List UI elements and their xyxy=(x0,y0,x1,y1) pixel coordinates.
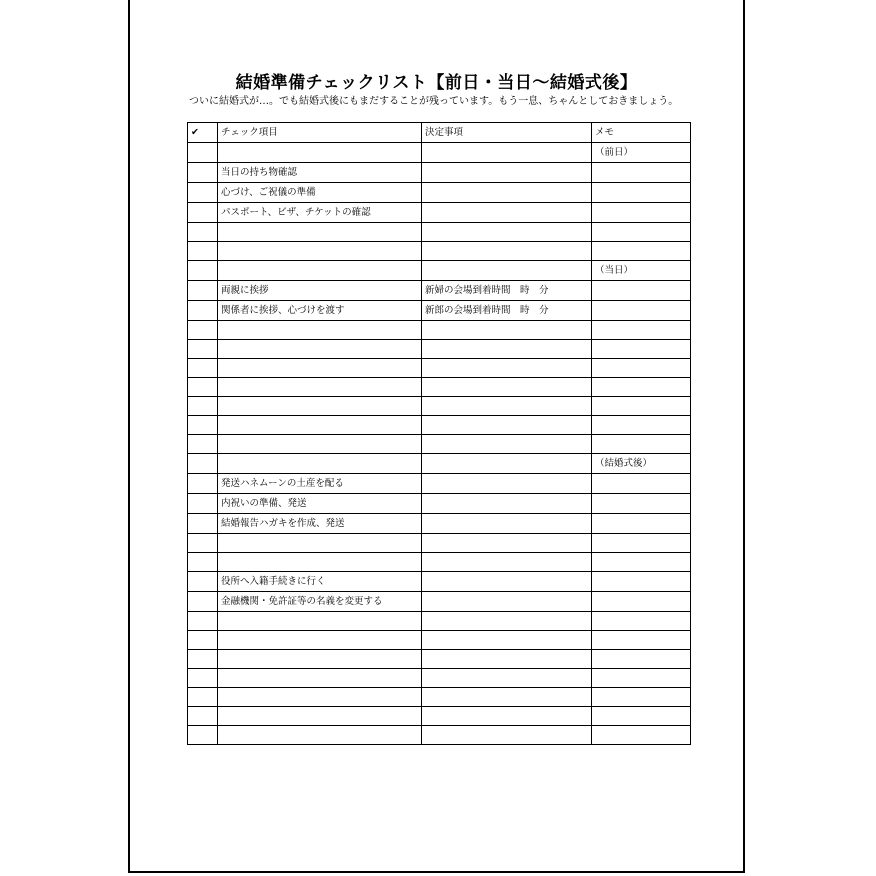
decision-cell xyxy=(422,183,592,203)
decision-cell xyxy=(422,397,592,416)
memo-cell xyxy=(592,340,691,359)
document-title: 結婚準備チェックリスト【前日・当日～結婚式後】 xyxy=(235,73,638,93)
decision-cell xyxy=(422,143,592,163)
memo-cell xyxy=(592,514,691,534)
memo-cell xyxy=(592,572,691,592)
table-row xyxy=(188,494,691,514)
check-cell xyxy=(188,612,218,631)
check-cell xyxy=(188,534,218,553)
table-row xyxy=(188,223,691,242)
check-cell xyxy=(188,183,218,203)
memo-cell xyxy=(592,707,691,726)
item-cell: 役所へ入籍手続きに行く xyxy=(218,572,422,592)
memo-cell: （前日） xyxy=(592,143,691,163)
memo-cell xyxy=(592,163,691,183)
memo-cell xyxy=(592,669,691,688)
memo-cell xyxy=(592,242,691,261)
decision-cell: 新郎の会場到着時間 時 分 xyxy=(422,301,592,321)
table-row xyxy=(188,378,691,397)
table-row xyxy=(188,261,691,281)
check-cell xyxy=(188,707,218,726)
check-cell xyxy=(188,454,218,474)
memo-cell xyxy=(592,494,691,514)
memo-cell: （結婚式後） xyxy=(592,454,691,474)
check-cell xyxy=(188,143,218,163)
table-row xyxy=(188,612,691,631)
item-cell xyxy=(218,553,422,572)
check-cell xyxy=(188,572,218,592)
table-row xyxy=(188,669,691,688)
memo-cell xyxy=(592,378,691,397)
memo-cell xyxy=(592,223,691,242)
item-cell xyxy=(218,669,422,688)
memo-cell xyxy=(592,650,691,669)
item-cell: 心づけ、ご祝儀の準備 xyxy=(218,183,422,203)
decision-cell xyxy=(422,359,592,378)
decision-cell xyxy=(422,223,592,242)
item-cell xyxy=(218,321,422,340)
item-cell: 両親に挨拶 xyxy=(218,281,422,301)
memo-cell xyxy=(592,474,691,494)
decision-cell xyxy=(422,261,592,281)
item-cell xyxy=(218,631,422,650)
decision-cell xyxy=(422,726,592,745)
table-row xyxy=(188,592,691,612)
item-cell: 関係者に挨拶、心づけを渡す xyxy=(218,301,422,321)
decision-cell xyxy=(422,553,592,572)
item-cell xyxy=(218,359,422,378)
check-cell xyxy=(188,301,218,321)
memo-cell xyxy=(592,592,691,612)
table-row xyxy=(188,707,691,726)
item-cell: 当日の持ち物確認 xyxy=(218,163,422,183)
decision-cell xyxy=(422,435,592,454)
table-row xyxy=(188,183,691,203)
table-row xyxy=(188,514,691,534)
item-cell xyxy=(218,612,422,631)
table-row xyxy=(188,553,691,572)
check-cell xyxy=(188,397,218,416)
check-cell xyxy=(188,223,218,242)
item-cell xyxy=(218,340,422,359)
item-cell xyxy=(218,242,422,261)
memo-cell xyxy=(592,301,691,321)
check-cell xyxy=(188,435,218,454)
memo-cell xyxy=(592,534,691,553)
item-cell: 内祝いの準備、発送 xyxy=(218,494,422,514)
decision-cell xyxy=(422,163,592,183)
table-row xyxy=(188,435,691,454)
item-cell xyxy=(218,435,422,454)
document-page xyxy=(128,0,745,873)
check-cell xyxy=(188,378,218,397)
intro-text: ついに結婚式が…。でも結婚式後にもまだすることが残っています。もう一息、ちゃんとしておきましょう。 xyxy=(189,96,679,107)
check-cell xyxy=(188,553,218,572)
item-cell xyxy=(218,378,422,397)
memo-cell xyxy=(592,688,691,707)
decision-cell xyxy=(422,534,592,553)
check-cell xyxy=(188,592,218,612)
memo-cell xyxy=(592,281,691,301)
check-cell xyxy=(188,281,218,301)
table-row xyxy=(188,726,691,745)
decision-cell xyxy=(422,242,592,261)
memo-cell xyxy=(592,359,691,378)
check-cell xyxy=(188,474,218,494)
memo-cell xyxy=(592,553,691,572)
decision-cell xyxy=(422,650,592,669)
item-cell: 金融機関・免許証等の名義を変更する xyxy=(218,592,422,612)
memo-cell xyxy=(592,203,691,223)
table-row xyxy=(188,397,691,416)
table-row xyxy=(188,340,691,359)
check-cell xyxy=(188,359,218,378)
table-row xyxy=(188,572,691,592)
check-cell xyxy=(188,688,218,707)
table-row xyxy=(188,242,691,261)
decision-cell xyxy=(422,514,592,534)
table-row xyxy=(188,203,691,223)
decision-cell xyxy=(422,592,592,612)
check-cell xyxy=(188,163,218,183)
decision-cell xyxy=(422,572,592,592)
table-header-row xyxy=(188,123,691,143)
memo-cell xyxy=(592,183,691,203)
check-cell xyxy=(188,514,218,534)
memo-cell xyxy=(592,416,691,435)
decision-cell xyxy=(422,631,592,650)
decision-cell xyxy=(422,688,592,707)
decision-cell xyxy=(422,454,592,474)
memo-cell xyxy=(592,631,691,650)
check-cell xyxy=(188,631,218,650)
item-cell xyxy=(218,534,422,553)
table-row xyxy=(188,143,691,163)
memo-cell xyxy=(592,435,691,454)
decision-cell xyxy=(422,707,592,726)
decision-cell xyxy=(422,203,592,223)
check-cell xyxy=(188,340,218,359)
checklist-table xyxy=(187,122,691,745)
check-cell xyxy=(188,494,218,514)
item-cell: 結婚報告ハガキを作成、発送 xyxy=(218,514,422,534)
memo-cell: （当日） xyxy=(592,261,691,281)
decision-cell: 新婦の会場到着時間 時 分 xyxy=(422,281,592,301)
check-cell xyxy=(188,416,218,435)
table-row xyxy=(188,163,691,183)
table-row xyxy=(188,631,691,650)
item-cell xyxy=(218,650,422,669)
decision-cell xyxy=(422,321,592,340)
item-cell xyxy=(218,416,422,435)
memo-cell xyxy=(592,397,691,416)
memo-cell xyxy=(592,612,691,631)
decision-cell xyxy=(422,494,592,514)
decision-cell xyxy=(422,378,592,397)
check-cell xyxy=(188,321,218,340)
table-row xyxy=(188,416,691,435)
item-cell xyxy=(218,707,422,726)
table-row xyxy=(188,534,691,553)
column-header-check: ✔ xyxy=(188,123,218,143)
item-cell: 発送ハネムーンの土産を配る xyxy=(218,474,422,494)
item-cell xyxy=(218,397,422,416)
table-row xyxy=(188,281,691,301)
check-cell xyxy=(188,669,218,688)
decision-cell xyxy=(422,669,592,688)
item-cell xyxy=(218,688,422,707)
item-cell xyxy=(218,223,422,242)
column-header-memo: メモ xyxy=(592,123,691,143)
check-cell xyxy=(188,726,218,745)
table-row xyxy=(188,301,691,321)
column-header-decision: 決定事項 xyxy=(422,123,592,143)
table-row xyxy=(188,688,691,707)
table-row xyxy=(188,454,691,474)
memo-cell xyxy=(592,321,691,340)
item-cell xyxy=(218,261,422,281)
table-row xyxy=(188,650,691,669)
item-cell: パスポート、ビザ、チケットの確認 xyxy=(218,203,422,223)
decision-cell xyxy=(422,340,592,359)
item-cell xyxy=(218,454,422,474)
table-row xyxy=(188,321,691,340)
decision-cell xyxy=(422,416,592,435)
column-header-item: チェック項目 xyxy=(218,123,422,143)
decision-cell xyxy=(422,612,592,631)
decision-cell xyxy=(422,474,592,494)
check-cell xyxy=(188,650,218,669)
item-cell xyxy=(218,726,422,745)
table-row xyxy=(188,359,691,378)
check-cell xyxy=(188,242,218,261)
table-body xyxy=(188,143,691,745)
item-cell xyxy=(218,143,422,163)
memo-cell xyxy=(592,726,691,745)
table-row xyxy=(188,474,691,494)
check-cell xyxy=(188,261,218,281)
check-cell xyxy=(188,203,218,223)
